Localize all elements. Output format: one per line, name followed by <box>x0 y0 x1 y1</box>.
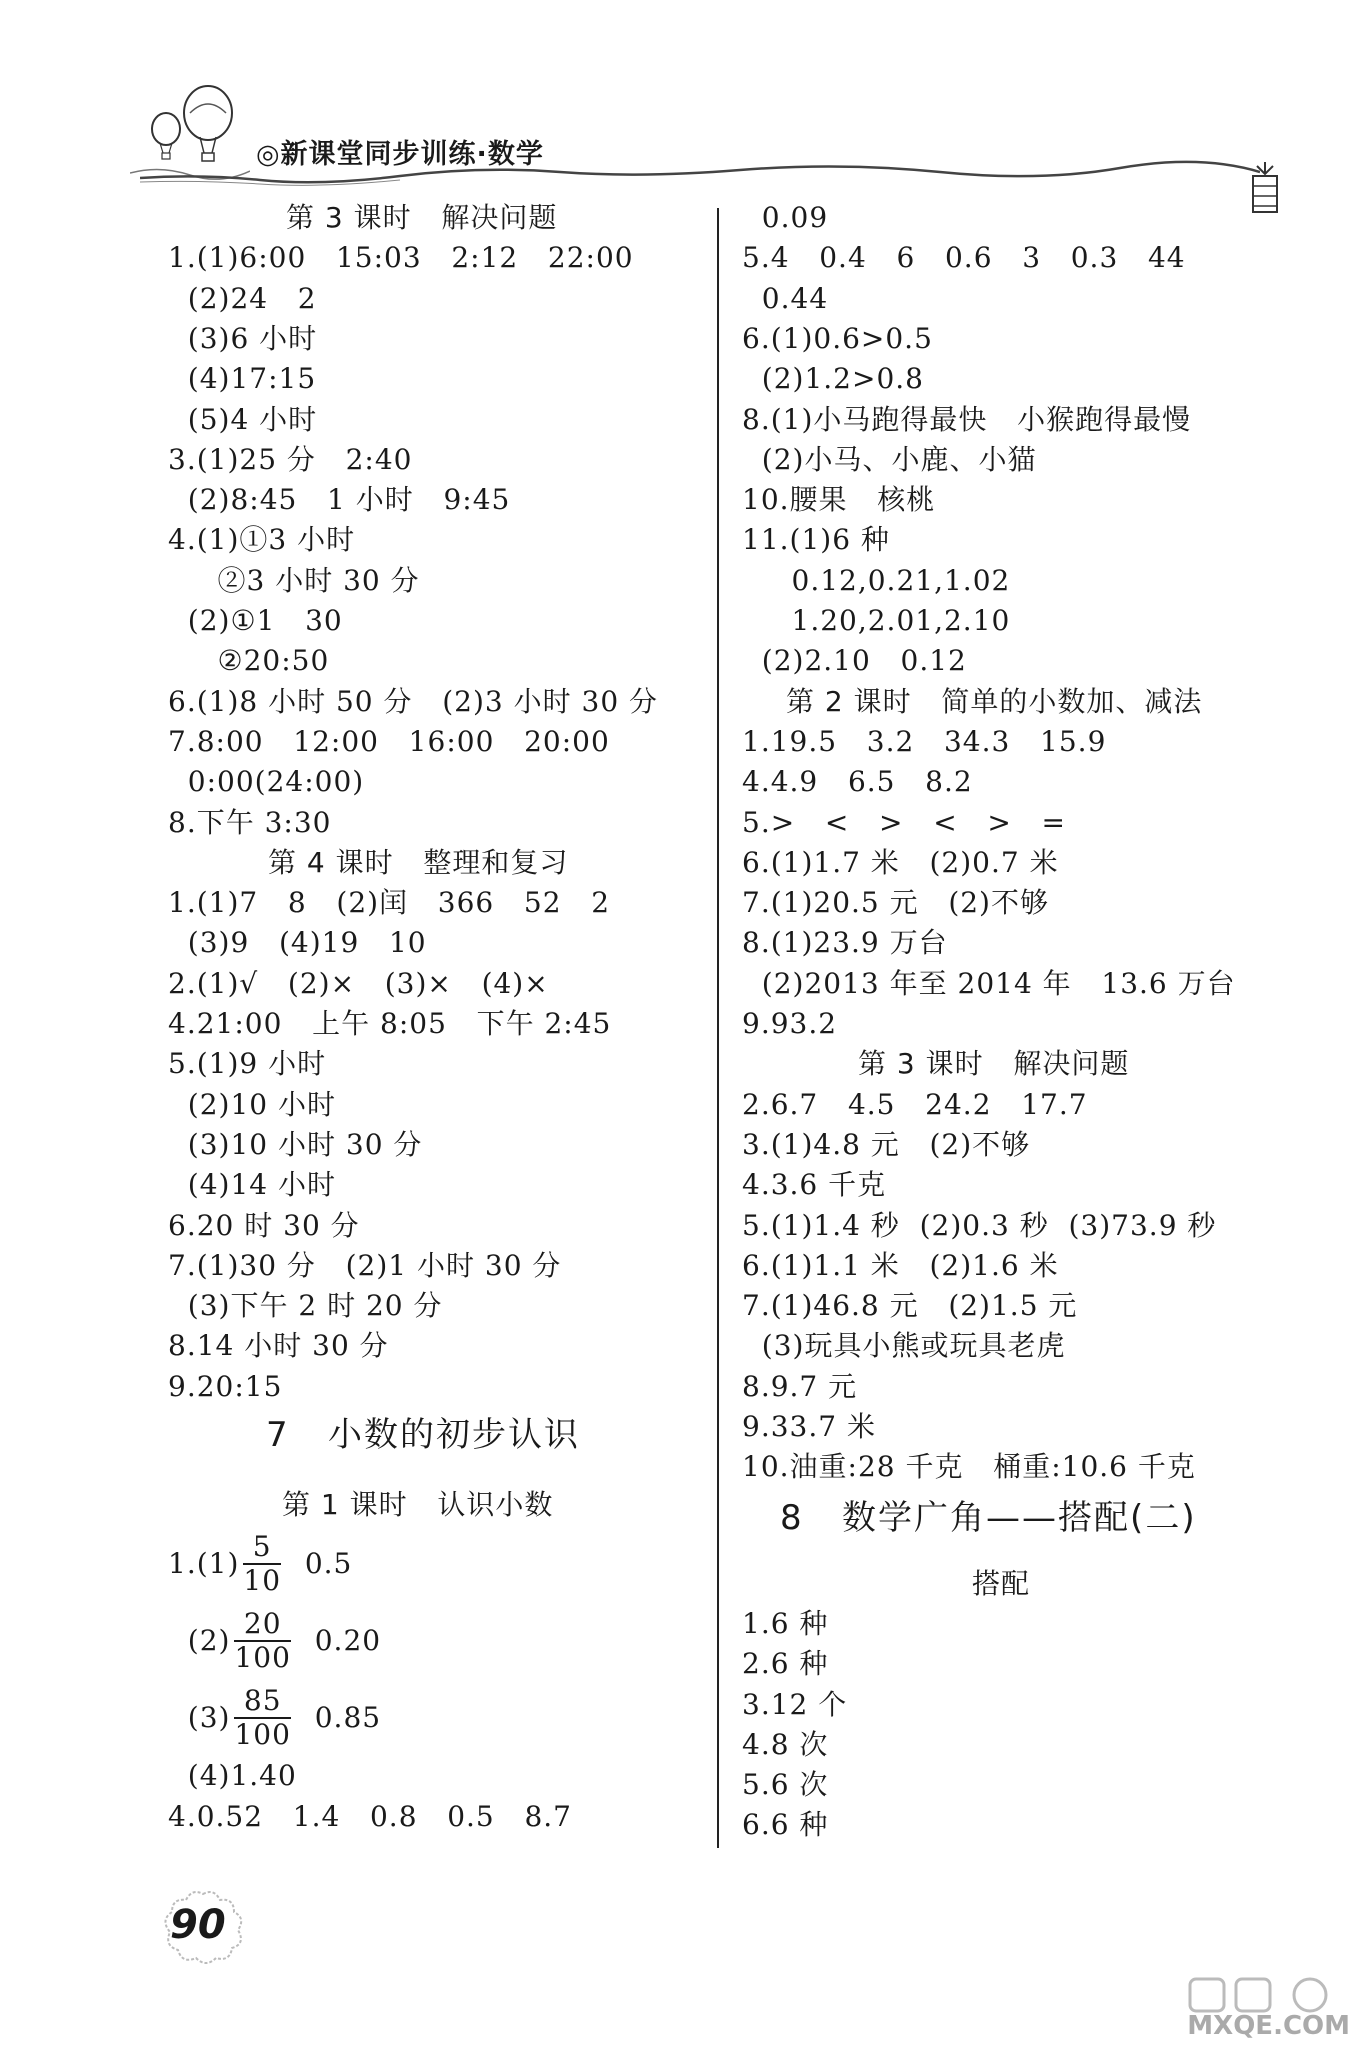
answer-line: 1.6 种 <box>742 1606 829 1640</box>
decimal-value: 0.20 <box>294 1624 382 1658</box>
lesson-heading: 搭配 <box>972 1566 1031 1600</box>
fraction-numerator: 20 <box>234 1608 290 1642</box>
answer-line: 5.6 次 <box>742 1768 829 1802</box>
answer-line: (2)2013 年至 2014 年 13.6 万台 <box>742 966 1236 1000</box>
answer-line: ②3 小时 30 分 <box>168 563 420 597</box>
fraction-numerator: 5 <box>243 1531 281 1565</box>
answer-line: 4.3.6 千克 <box>742 1168 887 1202</box>
answer-line: 2.(1)√ (2)× (3)× (4)× <box>168 966 549 1000</box>
answer-line: 4.(1)①3 小时 <box>168 523 356 557</box>
lesson-heading: 第 3 课时 解决问题 <box>858 1047 1130 1081</box>
fraction-denominator: 100 <box>234 1718 291 1752</box>
answer-line: 7.(1)20.5 元 (2)不够 <box>742 886 1049 920</box>
answer-line: (3)6 小时 <box>168 321 318 355</box>
answer-line: (2)8:45 1 小时 9:45 <box>168 483 511 517</box>
answer-line: (3)玩具小熊或玩具老虎 <box>742 1329 1066 1363</box>
answer-line: (3)10 小时 30 分 <box>168 1127 423 1161</box>
answer-line: 10.腰果 核桃 <box>742 483 936 517</box>
answer-line-fraction <box>168 1608 381 1674</box>
answer-line: 6.20 时 30 分 <box>168 1208 360 1242</box>
answer-line: 3.12 个 <box>742 1687 848 1721</box>
answer-line: 6.(1)1.1 米 (2)1.6 米 <box>742 1248 1059 1282</box>
answer-line: 3.(1)25 分 2:40 <box>168 442 413 476</box>
answer-line: 1.(1)7 8 (2)闰 366 52 2 <box>168 886 611 920</box>
chapter-heading: 7 小数的初步认识 <box>266 1415 581 1455</box>
answer-line: 8.9.7 元 <box>742 1369 858 1403</box>
fraction <box>234 1685 290 1751</box>
answer-line: 9.93.2 <box>742 1007 838 1040</box>
decimal-value: 0.85 <box>294 1701 382 1735</box>
answer-line: 6.(1)0.6>0.5 <box>742 321 933 355</box>
answer-line: 0.44 <box>742 281 829 315</box>
answer-line: 6.(1)1.7 米 (2)0.7 米 <box>742 845 1059 879</box>
answer-line: (4)17:15 <box>168 362 317 396</box>
answer-line: 7.(1)30 分 (2)1 小时 30 分 <box>168 1248 562 1282</box>
fraction-denominator: 10 <box>243 1564 282 1598</box>
answer-line: (3)下午 2 时 20 分 <box>168 1289 443 1323</box>
watermark-logo-icon <box>1160 1975 1360 2015</box>
answer-line: 4.8 次 <box>742 1727 829 1761</box>
header-wavy-rule <box>140 150 1260 190</box>
header-title: ◎新课堂同步训练·数学 <box>256 139 544 170</box>
answer-line: 6.6 种 <box>742 1808 829 1842</box>
answer-line: 5.> < > < > = <box>742 805 1066 839</box>
answer-line: 5.(1)1.4 秒 (2)0.3 秒 (3)73.9 秒 <box>742 1208 1217 1242</box>
answer-line: 8.下午 3:30 <box>168 805 332 839</box>
answer-line-fraction <box>168 1685 381 1751</box>
answer-line: 1.(1)6:00 15:03 2:12 22:00 <box>168 241 634 275</box>
answer-line-fraction <box>168 1531 352 1597</box>
fraction-numerator: 85 <box>234 1685 290 1719</box>
answer-line: 11.(1)6 种 <box>742 523 890 557</box>
answer-line: 7.(1)46.8 元 (2)1.5 元 <box>742 1289 1078 1323</box>
answer-line: 9.20:15 <box>168 1369 283 1403</box>
lesson-heading: 第 2 课时 简单的小数加、减法 <box>786 684 1203 718</box>
answer-line: 4.4.9 6.5 8.2 <box>742 765 973 799</box>
answer-line: 6.(1)8 小时 50 分 (2)3 小时 30 分 <box>168 684 659 718</box>
answer-line: (2)小马、小鹿、小猫 <box>742 442 1037 476</box>
answer-line: (2)1.2>0.8 <box>742 362 924 396</box>
answer-line: ②20:50 <box>168 644 330 678</box>
watermark <box>1160 1975 1360 2045</box>
answer-line: 4.0.52 1.4 0.8 0.5 8.7 <box>168 1799 572 1833</box>
answer-line: 4.21:00 上午 8:05 下午 2:45 <box>168 1007 612 1040</box>
page-number-badge <box>158 1888 248 1968</box>
answer-line: 8.14 小时 30 分 <box>168 1329 389 1363</box>
corner-ornament-icon <box>1245 160 1285 220</box>
answer-line: 10.油重:28 千克 桶重:10.6 千克 <box>742 1450 1196 1484</box>
answer-line: 5.4 0.4 6 0.6 3 0.3 44 <box>742 241 1186 275</box>
fraction <box>234 1608 290 1674</box>
answer-line: 0:00(24:00) <box>168 765 365 799</box>
answer-line: 5.(1)9 小时 <box>168 1047 327 1081</box>
fraction <box>243 1531 281 1597</box>
decimal-value: 0.5 <box>285 1547 353 1581</box>
answer-label: (2) <box>168 1624 231 1658</box>
answer-line: (2)10 小时 <box>168 1087 336 1121</box>
answer-line: (5)4 小时 <box>168 402 318 436</box>
answer-line: 8.(1)小马跑得最快 小猴跑得最慢 <box>742 402 1192 436</box>
chapter-heading: 8 数学广角——搭配(二) <box>780 1497 1197 1538</box>
answer-line: 7.8:00 12:00 16:00 20:00 <box>168 724 610 758</box>
answer-line: 1.20,2.01,2.10 <box>742 604 1011 637</box>
answer-line: 3.(1)4.8 元 (2)不够 <box>742 1127 1031 1161</box>
answer-line: (2)24 2 <box>168 281 317 315</box>
page-number: 90 <box>170 1902 226 1948</box>
answer-line: 0.09 <box>742 201 829 234</box>
answer-line: 2.6 种 <box>742 1647 829 1681</box>
answer-line: (4)14 小时 <box>168 1168 336 1202</box>
column-divider <box>717 208 719 1848</box>
lesson-heading: 第 1 课时 认识小数 <box>282 1488 554 1521</box>
answer-label: 1.(1) <box>168 1547 240 1581</box>
answer-line: (2)①1 30 <box>168 604 343 637</box>
answer-line: 1.19.5 3.2 34.3 15.9 <box>742 724 1107 758</box>
answer-label: (3) <box>168 1701 231 1735</box>
answer-line: (3)9 (4)19 10 <box>168 926 427 960</box>
lesson-heading: 第 3 课时 解决问题 <box>286 201 558 234</box>
fraction-denominator: 100 <box>234 1641 291 1675</box>
answer-line: 2.6.7 4.5 24.2 17.7 <box>742 1087 1088 1121</box>
answer-line: 0.12,0.21,1.02 <box>742 563 1011 597</box>
answer-line: 9.33.7 米 <box>742 1410 876 1443</box>
lesson-heading: 第 4 课时 整理和复习 <box>268 845 569 879</box>
answer-line: (2)2.10 0.12 <box>742 644 967 678</box>
answer-line: 8.(1)23.9 万台 <box>742 926 948 960</box>
watermark-url: MXQE.COM <box>1187 2011 1350 2041</box>
answer-line: (4)1.40 <box>168 1759 297 1793</box>
